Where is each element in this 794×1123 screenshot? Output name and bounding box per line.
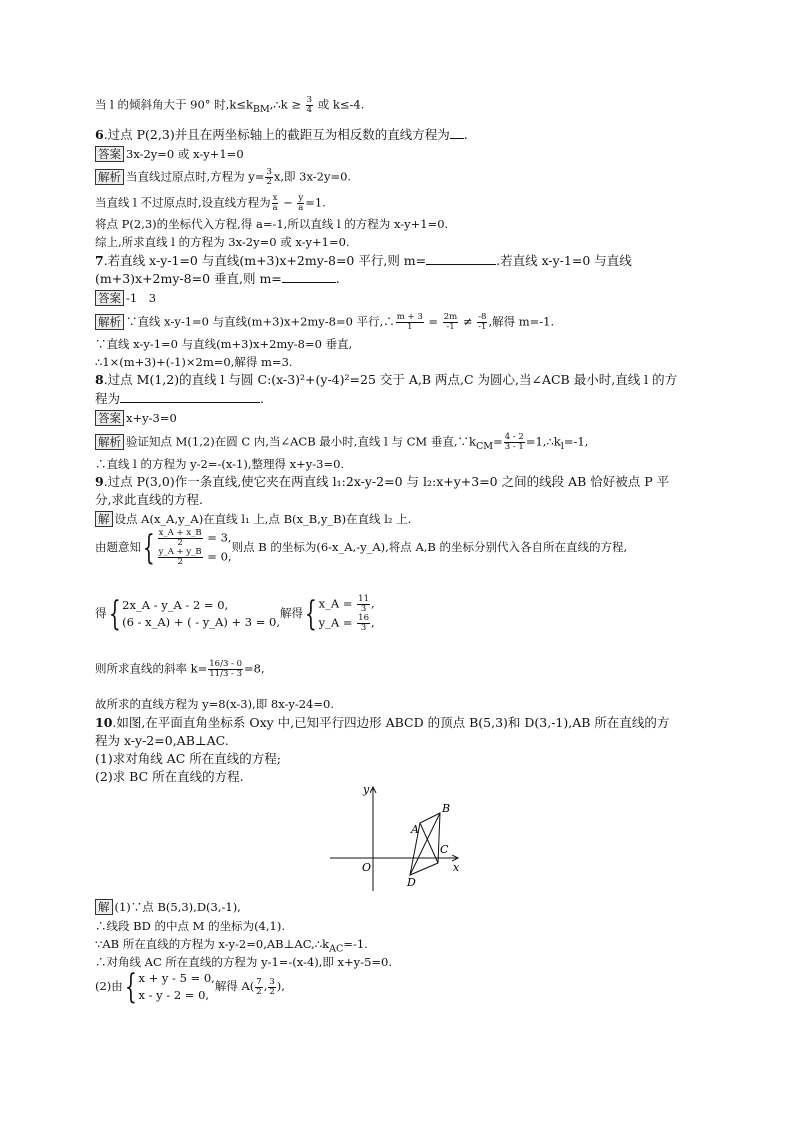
question-9-line1: 9.过点 P(3,0)作一条直线,使它夹在两直线 l₁:2x-y-2=0 与 l₂:x+y+3=0 之间的线段 AB 恰好被点 P 平 bbox=[95, 474, 670, 489]
answer-6: 答案 3x-2y=0 或 x-y+1=0 bbox=[95, 146, 244, 162]
prev-solution-tail: 当 l 的倾斜角大于 90° 时$,k\le k_{BM},\therefore k$ ≥ $\frac{3}{4}$ 或 k≤-4. bbox=[95, 95, 365, 115]
analysis-7-line3: ∴1×(m+3)+(-1)×2m=0,解得 m=3. bbox=[95, 355, 293, 369]
vertex-c-label: C bbox=[440, 843, 449, 856]
question-10-part1: (1)求对角线 AC 所在直线的方程; bbox=[95, 751, 281, 766]
analysis-6-line4: 综上,所求直线 l 的方程为 3x-2y=0 或 x-y+1=0. bbox=[95, 235, 350, 249]
question-8-line1: 8.过点 M(1,2)的直线 l 与圆 C:(x-3)²+(y-4)²=25 交于 A,B 两点,C 为圆心,当∠ACB 最小时,直线 l 的方 bbox=[95, 372, 678, 387]
question-10-line2: 程为 x-y-2=0,AB⊥AC. bbox=[95, 733, 229, 748]
analysis-7-line2: ∵直线 x-y-1=0 与直线(m+3)x+2my-8=0 垂直, bbox=[95, 337, 353, 351]
analysis-6-line3: 将点 P(2,3)的坐标代入方程,得 a=-1,所以直线 l 的方程为 x-y+1=0. bbox=[95, 217, 449, 231]
analysis-8-line1: 解析 验证知点 M(1,2)在圆 C 内,当∠ACB 最小时,直线 l 与 CM 垂直$,\because k_{CM}=$ $\frac{4 - 2}{3 - 1}$ $=1,\therefore k_l=-1$, bbox=[95, 433, 588, 455]
answer-7: 答案 -1 3 bbox=[95, 290, 156, 306]
answer-tag: 答案 bbox=[95, 146, 124, 162]
solution-9-line1: 解 设点 A(x_A,y_A)在直线 l₁ 上,点 B(x_B,y_B)在直线 l₂ 上. bbox=[95, 511, 411, 527]
solution-9-line4: 则所求直线的斜率 k= $\frac{16/3 - 0}{11/3 - 3}$ =8, bbox=[95, 659, 265, 679]
solution-9-line2: 由题意知{ $\frac{x\_A + x\_B}{2}$ = 3, $\frac{y\_A + y\_B}{2}$ = 0, 则点 B 的坐标为(6-x_A,-y_A),将点 A,B 的坐标分别代入各自所在直线的方程, bbox=[95, 528, 628, 568]
solution-9-line5: 故所求的直线方程为 y=8(x-3),即 8x-y-24=0. bbox=[95, 697, 334, 711]
answer-8: 答案 x+y-3=0 bbox=[95, 410, 177, 426]
analysis-tag: 解析 bbox=[95, 434, 124, 450]
question-7-line1: 7.若直线 x-y-1=0 与直线(m+3)x+2my-8=0 平行,则 m= .若直线 x-y-1=0 与直线 bbox=[95, 253, 632, 268]
origin-label: O bbox=[362, 861, 372, 874]
question-10-line1: 10.如图,在平面直角坐标系 Oxy 中,已知平行四边形 ABCD 的顶点 B(5,3)和 D(3,-1),AB 所在直线的方 bbox=[95, 715, 670, 730]
answer-tag: 答案 bbox=[95, 290, 124, 306]
question-9-line2: 分,求此直线的方程. bbox=[95, 492, 203, 507]
answer-tag: 答案 bbox=[95, 410, 124, 426]
analysis-6-line1: 解析 当直线过原点时,方程为 y= $\frac{3}{2}$ x,即 3x-2y=0. bbox=[95, 168, 351, 187]
solution-9-line3: 得{ 2x_A - y_A - 2 = 0, (6 - x_A) + ( - y_A) + 3 = 0, 解得{ x_A = $\frac{11}{3}$ , y_A = $\frac{16}{3}$ , bbox=[95, 594, 375, 634]
question-6: 6.过点 P(2,3)并且在两坐标轴上的截距互为相反数的直线方程为 . bbox=[95, 127, 468, 142]
x-axis-label: x bbox=[453, 861, 460, 874]
vertex-b-label: B bbox=[442, 802, 451, 815]
question-8-line2: 程为 . bbox=[95, 391, 264, 406]
solution-10-line2: ∴线段 BD 的中点 M 的坐标为(4,1). bbox=[95, 919, 285, 933]
solution-tag: 解 bbox=[95, 899, 113, 915]
solution-10-line5: (2)由{ x + y - 5 = 0, x - y - 2 = 0, 解得 A( $\frac{7}{2}$ , $\frac{3}{2}$ ), bbox=[95, 967, 285, 1007]
analysis-tag: 解析 bbox=[95, 314, 124, 330]
solution-10-line4: ∴对角线 AC 所在直线的方程为 y-1=-(x-4),即 x+y-5=0. bbox=[95, 955, 392, 969]
parallelogram-figure bbox=[330, 783, 470, 893]
analysis-6-line2: 当直线 l 不过原点时,设直线方程为 $\frac{x}{a}$ − $\frac{y}{a}$ =1. bbox=[95, 193, 326, 213]
vertex-d-label: D bbox=[407, 876, 416, 889]
vertex-a-label: A bbox=[411, 823, 419, 836]
analysis-8-line2: ∴直线 l 的方程为 y-2=-(x-1),整理得 x+y-3=0. bbox=[95, 457, 345, 471]
y-axis-label: y bbox=[363, 783, 370, 796]
question-10-part2: (2)求 BC 所在直线的方程. bbox=[95, 769, 244, 784]
question-7-line2: (m+3)x+2my-8=0 垂直,则 m= . bbox=[95, 271, 340, 286]
solution-10-line3: ∵AB 所在直线的方程为 $x-y-2=0,AB\perp AC,\therefore k_{AC}=-1$. bbox=[95, 937, 368, 955]
diagonal-ac bbox=[420, 823, 438, 863]
solution-10-line1: 解 (1)∵点 B(5,3),D(3,-1), bbox=[95, 899, 241, 915]
analysis-tag: 解析 bbox=[95, 169, 124, 185]
solution-tag: 解 bbox=[95, 511, 113, 527]
analysis-7-line1: 解析 ∵直线 x-y-1=0 与直线(m+3)x+2my-8=0 平行,∴ $\frac{m + 3}{1}$ = $\frac{2m}{-1}$ ≠ $\frac{-8}{-1}$ ,解得 m=-1. bbox=[95, 313, 554, 332]
